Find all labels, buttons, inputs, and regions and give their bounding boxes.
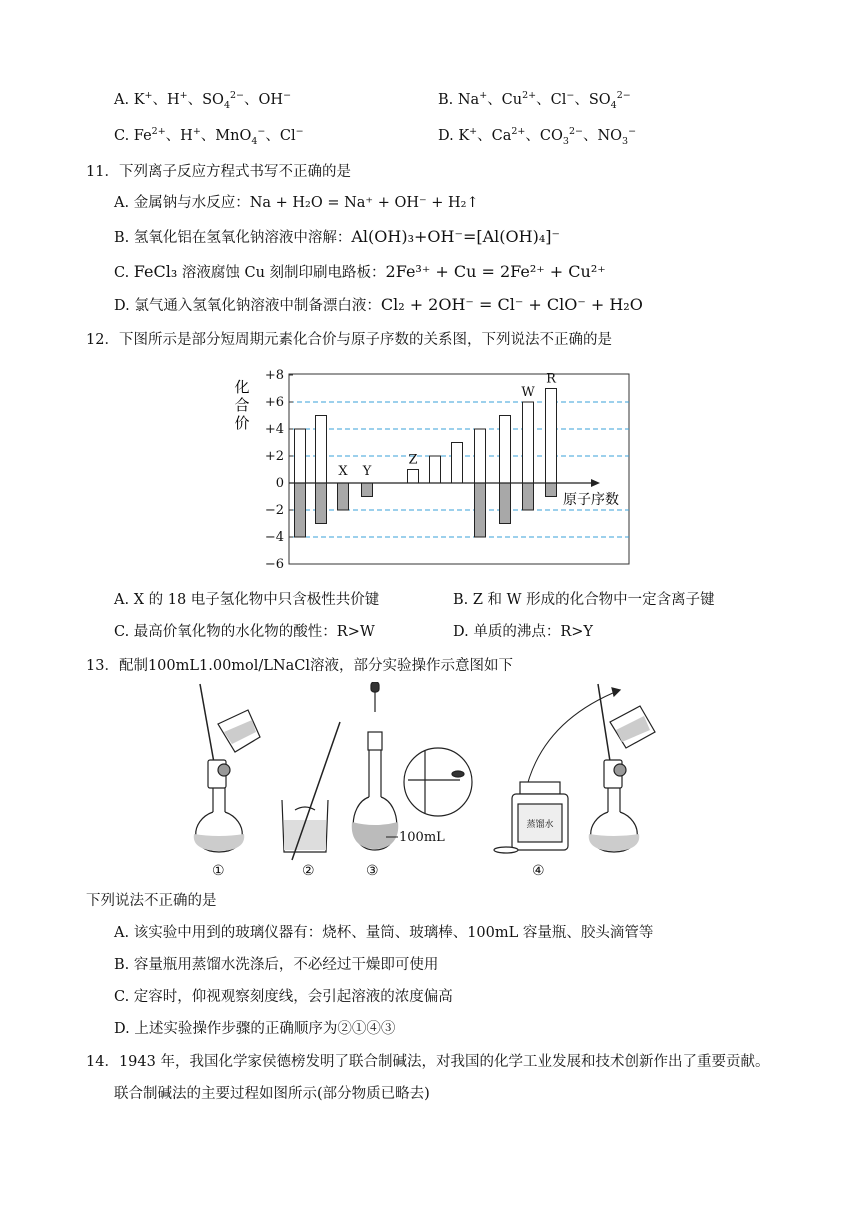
q13-stem: 13．配制100mL1.00mol/LNaCl溶液，部分实验操作示意图如下	[86, 658, 513, 674]
q10-option-c: C. $Fe^{2+}$、H+、MnO$_4$−、Cl−	[114, 126, 304, 147]
bar-positive-9	[523, 402, 534, 483]
q14-line1: 14．1943 年，我国化学家侯德榜发明了联合制碱法，对我国的化学工业发展和技术创新作出了重要贡献。	[86, 1054, 770, 1070]
ytick-label-7: −6	[264, 557, 284, 572]
q12-option-a: A. X 的 18 电子氢化物中只含极性共价键	[114, 592, 380, 608]
step-label-2: ②	[302, 863, 315, 879]
q13-option-b: B. 容量瓶用蒸馏水洗涤后，不必经过干燥即可使用	[114, 957, 439, 973]
bar-positive-10	[546, 389, 557, 484]
q11-option-c-reagent: FeCl₃	[133, 262, 178, 281]
q14-line2: 联合制碱法的主要过程如图所示(部分物质已略去)	[114, 1086, 430, 1102]
bottle-label: 蒸馏水	[526, 820, 554, 830]
bar-negative-1	[316, 483, 327, 524]
q11-option-c-prefix: C.	[114, 265, 130, 281]
bar-negative-9	[523, 483, 534, 510]
q13-option-a: A. 该实验中用到的玻璃仪器有：烧杯、量筒、玻璃棒、100mL 容量瓶、胶头滴管等	[114, 925, 654, 941]
q13-option-c: C. 定容时，仰视观察刻度线，会引起溶液的浓度偏高	[114, 989, 453, 1005]
experiment-diagram	[180, 682, 660, 882]
element-label-Z: Z	[408, 452, 418, 468]
chart-ylabel-3: 价	[234, 414, 250, 432]
bar-positive-5	[430, 456, 441, 483]
element-label-Y: Y	[362, 464, 372, 479]
q12-option-b: B. Z 和 W 形成的化合物中一定含离子键	[453, 592, 715, 608]
ytick-label-6: −4	[264, 530, 284, 545]
q10-option-b: B. Na+、$Cu^{2+}$、Cl−、$SO_4^{2-}$	[438, 90, 631, 111]
q10-option-a: A. K+、H+、$SO_4^{2-}$、OH−	[114, 90, 292, 111]
bar-positive-7	[475, 429, 486, 483]
chart-x-axis-arrow	[591, 479, 600, 487]
bar-negative-3	[362, 483, 373, 497]
ytick-label-4: 0	[275, 476, 284, 491]
bar-positive-6	[452, 443, 463, 484]
element-label-W: W	[521, 385, 535, 400]
q12-stem: 12．下图所示是部分短周期元素化合价与原子序数的关系图，下列说法不正确的是	[86, 332, 612, 348]
bar-negative-0	[295, 483, 306, 537]
ytick-label-2: +4	[264, 422, 284, 437]
bar-negative-8	[500, 483, 511, 524]
bar-negative-2	[338, 483, 349, 510]
q11-stem: 11．下列离子反应方程式书写不正确的是	[86, 164, 351, 180]
q10-option-d: D. K+、$Ca^{2+}$、$CO_3^{2-}$、$NO_3^-$	[438, 126, 637, 147]
q11-option-a: A. 金属钠与水反应：Na + H₂O = Na⁺ + OH⁻ + H₂↑	[114, 195, 479, 211]
step1-illustration	[194, 684, 260, 852]
bar-negative-10	[546, 483, 557, 497]
bar-positive-0	[295, 429, 306, 483]
element-label-R: R	[546, 371, 556, 387]
valence-chart	[230, 362, 650, 577]
q11-option-c	[114, 262, 606, 283]
q12-option-d: D. 单质的沸点：R>Y	[453, 624, 593, 640]
step-label-1: ①	[212, 863, 225, 879]
step2-illustration	[282, 722, 340, 860]
bar-positive-1	[316, 416, 327, 484]
chart-ylabel-1: 化	[234, 378, 250, 396]
bar-positive-4	[408, 470, 419, 484]
bar-negative-7	[475, 483, 486, 537]
q11-option-b-text: B. 氢氧化铝在氢氧化钠溶液中溶解：	[114, 230, 352, 246]
q11-option-b-equation: Al(OH)₃+OH⁻=[Al(OH)₄]⁻	[351, 227, 560, 246]
ytick-label-0: +8	[264, 368, 284, 383]
q11-option-d-equation: Cl₂ + 2OH⁻ = Cl⁻ + ClO⁻ + H₂O	[380, 295, 643, 314]
step4-illustration	[494, 684, 655, 853]
chart-ylabel-2: 合	[234, 396, 250, 414]
q11-option-c-text: 溶液腐蚀 Cu 刻制印刷电路板：	[181, 265, 386, 281]
q13-after: 下列说法不正确的是	[86, 893, 217, 909]
q13-option-d: D. 上述实验操作步骤的正确顺序为②①④③	[114, 1021, 396, 1037]
step-label-3: ③	[366, 863, 379, 879]
bar-positive-8	[500, 416, 511, 484]
element-label-X: X	[338, 464, 348, 479]
q11-option-d	[114, 295, 643, 316]
q11-option-b	[114, 227, 560, 248]
step-label-4: ④	[532, 863, 545, 879]
q12-option-c: C. 最高价氧化物的水化物的酸性：R>W	[114, 624, 375, 640]
magnifier-illustration	[404, 748, 472, 816]
q11-option-d-text: D. 氯气通入氢氧化钠溶液中制备漂白液：	[114, 298, 381, 314]
ytick-label-3: +2	[264, 449, 284, 464]
q11-option-c-equation: 2Fe³⁺ + Cu = 2Fe²⁺ + Cu²⁺	[385, 262, 606, 281]
ytick-label-5: −2	[264, 503, 284, 518]
flask-volume-label: 100mL	[399, 830, 445, 845]
chart-xlabel: 原子序数	[563, 492, 619, 508]
ytick-label-1: +6	[264, 395, 284, 410]
